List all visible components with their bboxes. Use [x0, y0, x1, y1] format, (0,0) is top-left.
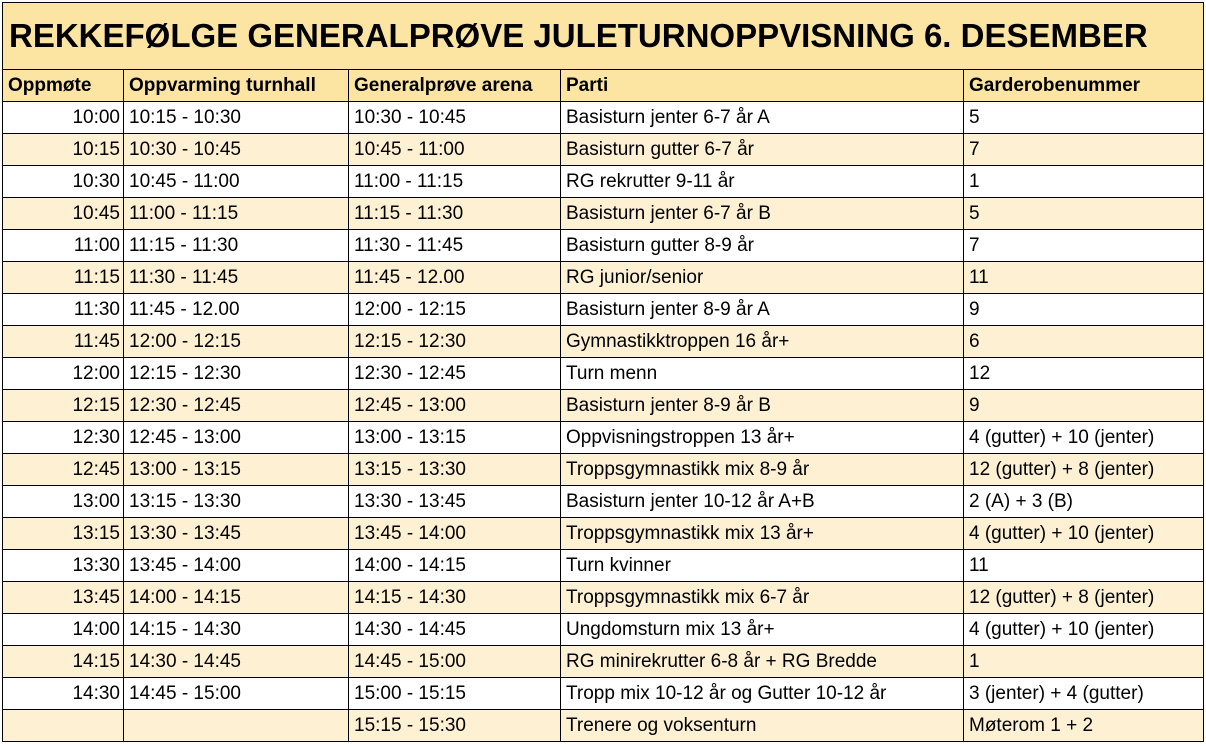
garderobe-cell[interactable]: 4 (gutter) + 10 (jenter)	[964, 614, 1204, 646]
parti-cell[interactable]: Troppsgymnastikk mix 6-7 år	[561, 582, 964, 614]
generalprove-cell[interactable]: 13:15 - 13:30	[349, 454, 561, 486]
page-title[interactable]: REKKEFØLGE GENERALPRØVE JULETURNOPPVISNING 6. DESEMBER	[3, 3, 1204, 70]
generalprove-cell[interactable]: 13:30 - 13:45	[349, 486, 561, 518]
garderobe-cell[interactable]: 12 (gutter) + 8 (jenter)	[964, 454, 1204, 486]
oppvarming-cell[interactable]: 13:15 - 13:30	[124, 486, 349, 518]
parti-cell[interactable]: RG minirekrutter 6-8 år + RG Bredde	[561, 646, 964, 678]
parti-cell[interactable]: RG rekrutter 9-11 år	[561, 166, 964, 198]
garderobe-cell[interactable]: 5	[964, 198, 1204, 230]
generalprove-cell[interactable]: 14:15 - 14:30	[349, 582, 561, 614]
generalprove-cell[interactable]: 10:30 - 10:45	[349, 102, 561, 134]
oppmote-cell[interactable]: 14:00	[3, 614, 124, 646]
garderobe-cell[interactable]: Møterom 1 + 2	[964, 710, 1204, 742]
generalprove-cell[interactable]: 13:00 - 13:15	[349, 422, 561, 454]
schedule-body	[3, 102, 1204, 742]
table-row	[3, 134, 1204, 166]
table-row	[3, 294, 1204, 326]
generalprove-cell[interactable]: 12:45 - 13:00	[349, 390, 561, 422]
garderobe-cell[interactable]: 7	[964, 134, 1204, 166]
generalprove-cell[interactable]: 15:15 - 15:30	[349, 710, 561, 742]
oppmote-cell[interactable]: 13:15	[3, 518, 124, 550]
generalprove-cell[interactable]: 14:00 - 14:15	[349, 550, 561, 582]
parti-cell[interactable]: Basisturn gutter 6-7 år	[561, 134, 964, 166]
parti-cell[interactable]: Basisturn jenter 8-9 år A	[561, 294, 964, 326]
table-row	[3, 710, 1204, 742]
oppmote-cell[interactable]: 12:30	[3, 422, 124, 454]
oppvarming-cell[interactable]: 12:15 - 12:30	[124, 358, 349, 390]
oppvarming-cell[interactable]: 10:30 - 10:45	[124, 134, 349, 166]
oppvarming-cell[interactable]: 14:00 - 14:15	[124, 582, 349, 614]
generalprove-cell[interactable]: 12:15 - 12:30	[349, 326, 561, 358]
oppvarming-cell[interactable]: 13:45 - 14:00	[124, 550, 349, 582]
garderobe-cell[interactable]: 5	[964, 102, 1204, 134]
oppmote-cell[interactable]: 10:30	[3, 166, 124, 198]
generalprove-cell[interactable]: 13:45 - 14:00	[349, 518, 561, 550]
table-row	[3, 230, 1204, 262]
oppvarming-cell[interactable]: 10:45 - 11:00	[124, 166, 349, 198]
table-row	[3, 646, 1204, 678]
garderobe-cell[interactable]: 4 (gutter) + 10 (jenter)	[964, 518, 1204, 550]
table-row	[3, 486, 1204, 518]
column-header-oppmote[interactable]: Oppmøte	[3, 70, 124, 102]
table-row	[3, 454, 1204, 486]
oppmote-cell[interactable]: 13:45	[3, 582, 124, 614]
oppmote-cell[interactable]: 13:30	[3, 550, 124, 582]
oppmote-cell[interactable]: 13:00	[3, 486, 124, 518]
generalprove-cell[interactable]: 15:00 - 15:15	[349, 678, 561, 710]
parti-cell[interactable]: Basisturn gutter 8-9 år	[561, 230, 964, 262]
oppmote-cell[interactable]: 12:15	[3, 390, 124, 422]
garderobe-cell[interactable]: 12	[964, 358, 1204, 390]
title-row	[3, 3, 1204, 70]
garderobe-cell[interactable]: 12 (gutter) + 8 (jenter)	[964, 582, 1204, 614]
table-row	[3, 390, 1204, 422]
column-header-garderobe[interactable]: Garderobenummer	[964, 70, 1204, 102]
garderobe-cell[interactable]: 1	[964, 166, 1204, 198]
parti-cell[interactable]: Turn menn	[561, 358, 964, 390]
oppvarming-cell[interactable]: 13:30 - 13:45	[124, 518, 349, 550]
generalprove-cell[interactable]: 11:15 - 11:30	[349, 198, 561, 230]
oppvarming-cell[interactable]: 11:15 - 11:30	[124, 230, 349, 262]
garderobe-cell[interactable]: 3 (jenter) + 4 (gutter)	[964, 678, 1204, 710]
garderobe-cell[interactable]: 1	[964, 646, 1204, 678]
parti-cell[interactable]: Basisturn jenter 6-7 år A	[561, 102, 964, 134]
garderobe-cell[interactable]: 9	[964, 294, 1204, 326]
parti-cell[interactable]: Basisturn jenter 8-9 år B	[561, 390, 964, 422]
oppvarming-cell[interactable]: 11:00 - 11:15	[124, 198, 349, 230]
parti-cell[interactable]: Ungdomsturn mix 13 år+	[561, 614, 964, 646]
table-row	[3, 582, 1204, 614]
parti-cell[interactable]: Basisturn jenter 6-7 år B	[561, 198, 964, 230]
table-row	[3, 614, 1204, 646]
oppvarming-cell[interactable]: 14:15 - 14:30	[124, 614, 349, 646]
table-row	[3, 102, 1204, 134]
parti-cell[interactable]: Gymnastikktroppen 16 år+	[561, 326, 964, 358]
oppmote-cell[interactable]: 11:15	[3, 262, 124, 294]
column-header-parti[interactable]: Parti	[561, 70, 964, 102]
oppmote-cell[interactable]: 14:15	[3, 646, 124, 678]
generalprove-cell[interactable]: 14:45 - 15:00	[349, 646, 561, 678]
oppvarming-cell[interactable]: 13:00 - 13:15	[124, 454, 349, 486]
oppmote-cell[interactable]: 11:00	[3, 230, 124, 262]
oppmote-cell[interactable]: 10:00	[3, 102, 124, 134]
table-row	[3, 166, 1204, 198]
parti-cell[interactable]: Troppsgymnastikk mix 13 år+	[561, 518, 964, 550]
oppmote-cell[interactable]: 12:00	[3, 358, 124, 390]
schedule-table	[2, 2, 1204, 742]
oppvarming-cell[interactable]: 11:45 - 12.00	[124, 294, 349, 326]
generalprove-cell[interactable]: 11:45 - 12.00	[349, 262, 561, 294]
oppvarming-cell[interactable]: 10:15 - 10:30	[124, 102, 349, 134]
generalprove-cell[interactable]: 14:30 - 14:45	[349, 614, 561, 646]
table-row	[3, 422, 1204, 454]
oppmote-cell[interactable]: 11:30	[3, 294, 124, 326]
garderobe-cell[interactable]: 4 (gutter) + 10 (jenter)	[964, 422, 1204, 454]
oppmote-cell[interactable]: 10:45	[3, 198, 124, 230]
oppmote-cell[interactable]: 10:15	[3, 134, 124, 166]
generalprove-cell[interactable]: 10:45 - 11:00	[349, 134, 561, 166]
generalprove-cell[interactable]: 11:30 - 11:45	[349, 230, 561, 262]
oppvarming-cell[interactable]	[124, 710, 349, 742]
parti-cell[interactable]: Troppsgymnastikk mix 8-9 år	[561, 454, 964, 486]
oppvarming-cell[interactable]: 11:30 - 11:45	[124, 262, 349, 294]
oppmote-cell[interactable]: 11:45	[3, 326, 124, 358]
table-row	[3, 678, 1204, 710]
garderobe-cell[interactable]: 11	[964, 262, 1204, 294]
column-header-oppvarming[interactable]: Oppvarming turnhall	[124, 70, 349, 102]
garderobe-cell[interactable]: 6	[964, 326, 1204, 358]
table-row	[3, 550, 1204, 582]
table-row	[3, 358, 1204, 390]
table-row	[3, 326, 1204, 358]
generalprove-cell[interactable]: 11:00 - 11:15	[349, 166, 561, 198]
oppmote-cell[interactable]: 12:45	[3, 454, 124, 486]
oppmote-cell[interactable]	[3, 710, 124, 742]
generalprove-cell[interactable]: 12:30 - 12:45	[349, 358, 561, 390]
column-header-row	[3, 70, 1204, 102]
table-row	[3, 518, 1204, 550]
parti-cell[interactable]: Basisturn jenter 10-12 år A+B	[561, 486, 964, 518]
table-row	[3, 198, 1204, 230]
parti-cell[interactable]: Trenere og voksenturn	[561, 710, 964, 742]
parti-cell[interactable]: RG junior/senior	[561, 262, 964, 294]
garderobe-cell[interactable]: 7	[964, 230, 1204, 262]
parti-cell[interactable]: Tropp mix 10-12 år og Gutter 10-12 år	[561, 678, 964, 710]
garderobe-cell[interactable]: 2 (A) + 3 (B)	[964, 486, 1204, 518]
parti-cell[interactable]: Turn kvinner	[561, 550, 964, 582]
parti-cell[interactable]: Oppvisningstroppen 13 år+	[561, 422, 964, 454]
garderobe-cell[interactable]: 11	[964, 550, 1204, 582]
table-row	[3, 262, 1204, 294]
oppvarming-cell[interactable]: 14:30 - 14:45	[124, 646, 349, 678]
oppvarming-cell[interactable]: 12:00 - 12:15	[124, 326, 349, 358]
oppvarming-cell[interactable]: 12:45 - 13:00	[124, 422, 349, 454]
generalprove-cell[interactable]: 12:00 - 12:15	[349, 294, 561, 326]
oppvarming-cell[interactable]: 14:45 - 15:00	[124, 678, 349, 710]
column-header-generalprove[interactable]: Generalprøve arena	[349, 70, 561, 102]
oppmote-cell[interactable]: 14:30	[3, 678, 124, 710]
oppvarming-cell[interactable]: 12:30 - 12:45	[124, 390, 349, 422]
garderobe-cell[interactable]: 9	[964, 390, 1204, 422]
